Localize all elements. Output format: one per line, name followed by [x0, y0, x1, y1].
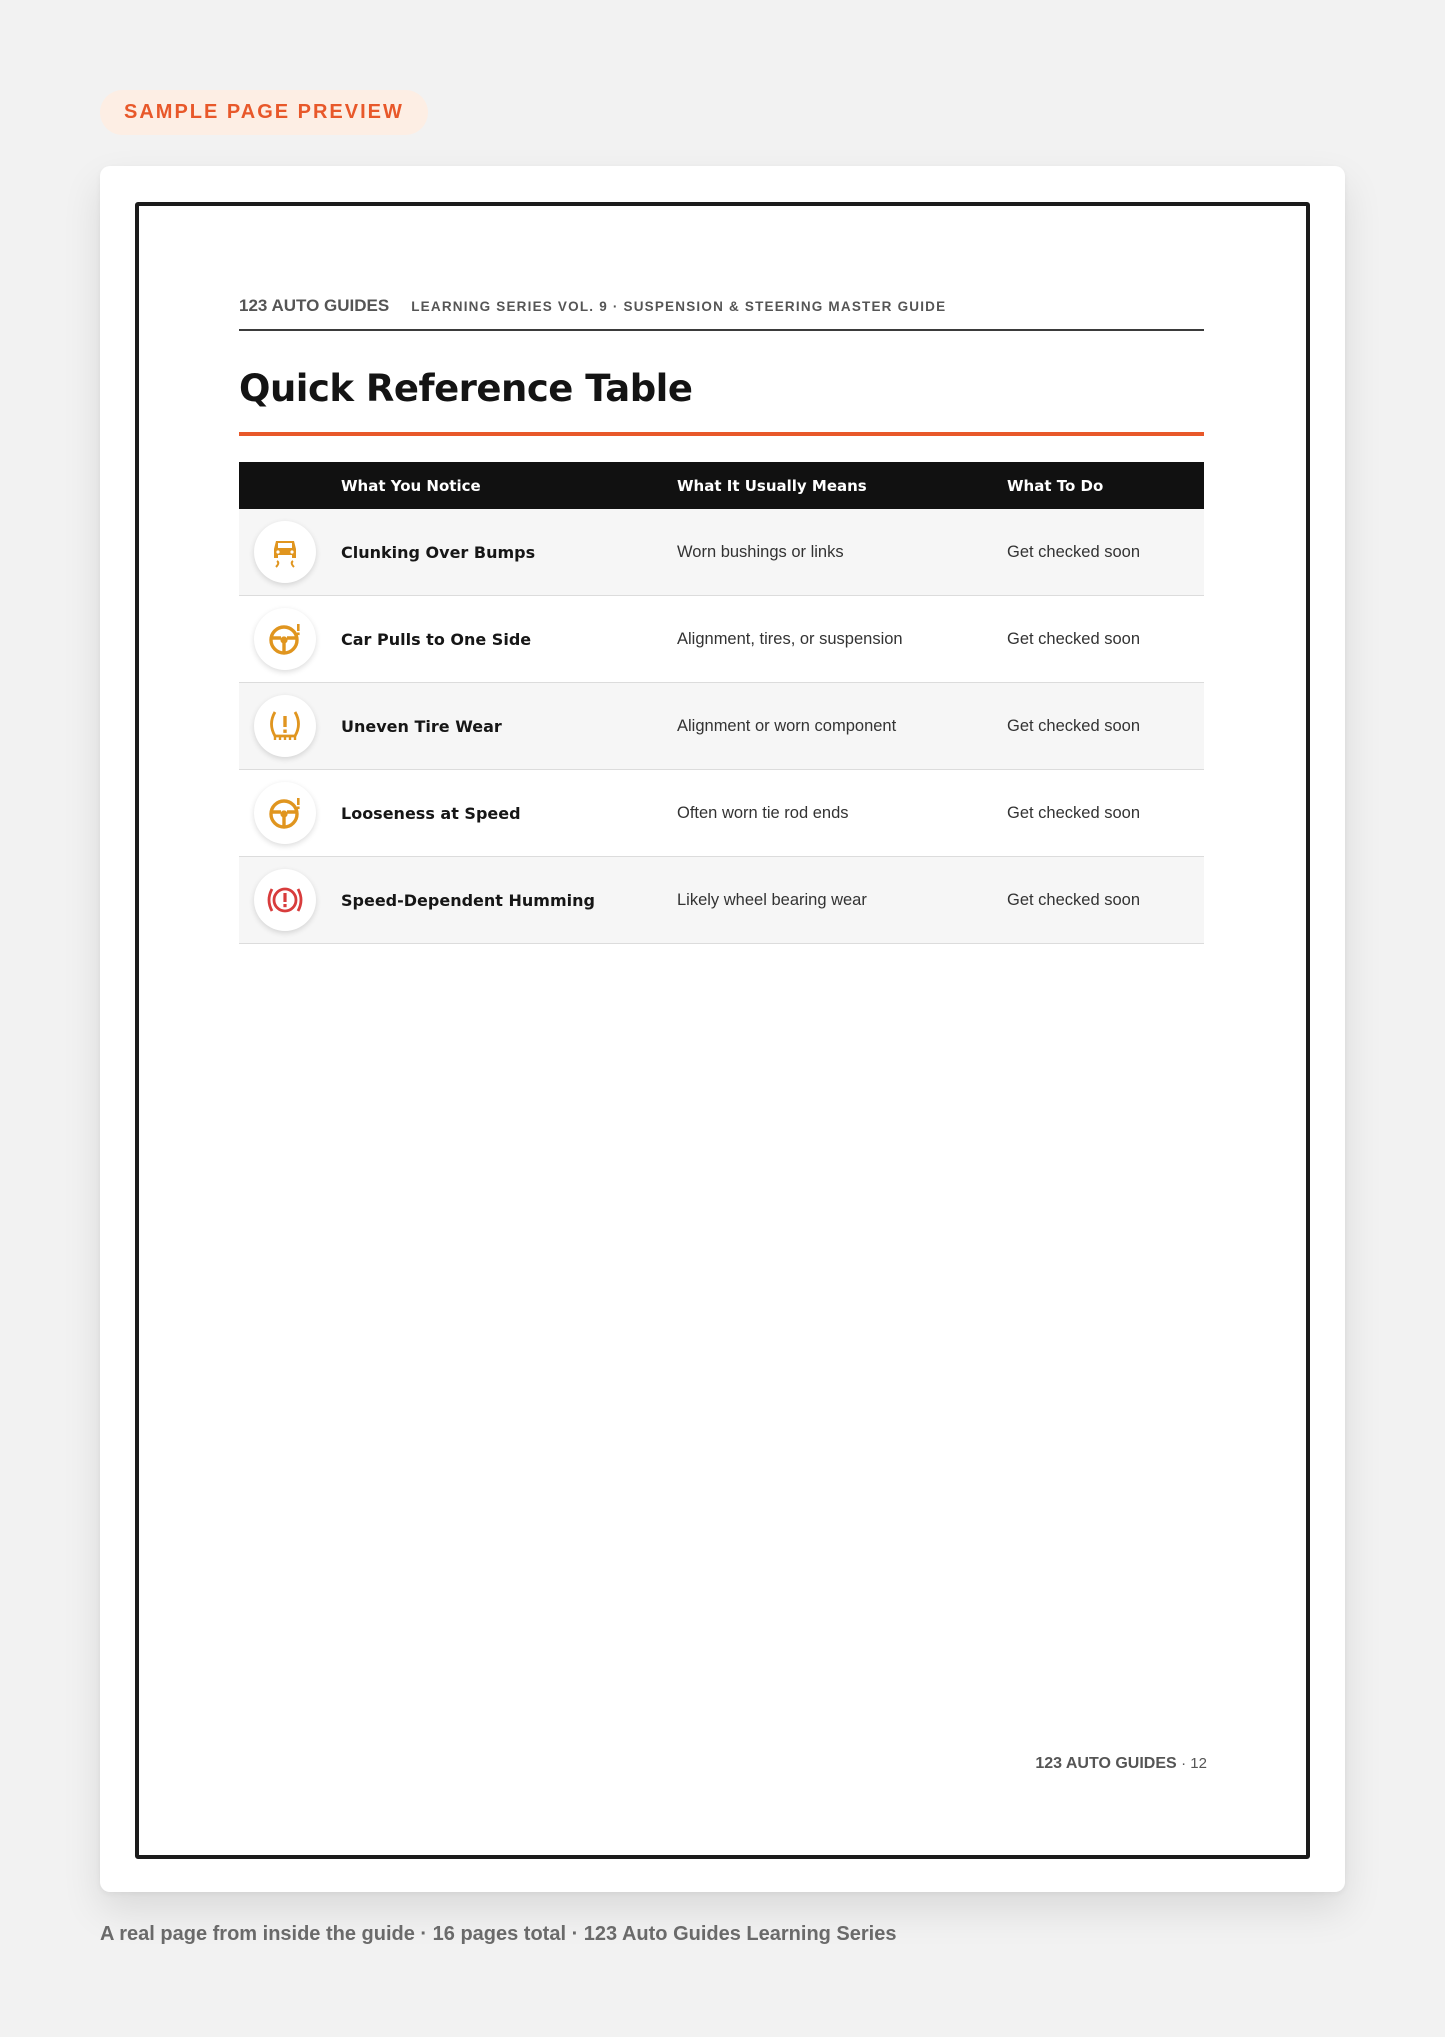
header-brand: 123 AUTO GUIDES — [239, 296, 390, 315]
means-cell: Worn bushings or links — [677, 509, 1007, 596]
table-row — [239, 683, 1204, 770]
table-row — [239, 770, 1204, 857]
todo-cell: Get checked soon — [1007, 596, 1204, 683]
steering-warning-icon — [254, 782, 316, 844]
table-row — [239, 857, 1204, 944]
means-cell: Alignment, tires, or suspension — [677, 596, 1007, 683]
notice-cell: Car Pulls to One Side — [341, 596, 677, 683]
notice-cell: Clunking Over Bumps — [341, 509, 677, 596]
todo-cell: Get checked soon — [1007, 857, 1204, 944]
car-skid-icon — [254, 521, 316, 583]
running-header — [239, 296, 1204, 331]
quick-reference-table — [239, 462, 1204, 944]
notice-cell: Uneven Tire Wear — [341, 683, 677, 770]
preview-caption: A real page from inside the guide · 16 pages total · 123 Auto Guides Learning Series — [100, 1923, 897, 1945]
page-footer — [1035, 1755, 1207, 1773]
brake-warning-icon — [254, 869, 316, 931]
header-notice: What You Notice — [341, 476, 481, 495]
header-means: What It Usually Means — [677, 476, 867, 495]
page-title: Quick Reference Table — [239, 367, 693, 410]
notice-cell: Speed-Dependent Humming — [341, 857, 677, 944]
footer-brand: 123 AUTO GUIDES — [1035, 1755, 1177, 1772]
notice-cell: Looseness at Speed — [341, 770, 677, 857]
table-row — [239, 509, 1204, 596]
preview-card — [100, 166, 1345, 1892]
table-row — [239, 596, 1204, 683]
page-content — [239, 296, 1204, 944]
guide-page — [135, 202, 1310, 1859]
header-series: LEARNING SERIES VOL. 9 · SUSPENSION & STEERING MASTER GUIDE — [411, 299, 947, 314]
todo-cell: Get checked soon — [1007, 509, 1204, 596]
means-cell: Often worn tie rod ends — [677, 770, 1007, 857]
tire-pressure-warning-icon — [254, 695, 316, 757]
header-icon-col — [239, 462, 341, 509]
sample-preview-badge: SAMPLE PAGE PREVIEW — [100, 90, 428, 135]
title-divider — [239, 432, 1204, 436]
todo-cell: Get checked soon — [1007, 770, 1204, 857]
steering-warning-icon — [254, 608, 316, 670]
table-header-row — [239, 462, 1204, 509]
todo-cell: Get checked soon — [1007, 683, 1204, 770]
means-cell: Likely wheel bearing wear — [677, 857, 1007, 944]
means-cell: Alignment or worn component — [677, 683, 1007, 770]
header-todo: What To Do — [1007, 476, 1104, 495]
page-number: · 12 — [1181, 1755, 1207, 1772]
